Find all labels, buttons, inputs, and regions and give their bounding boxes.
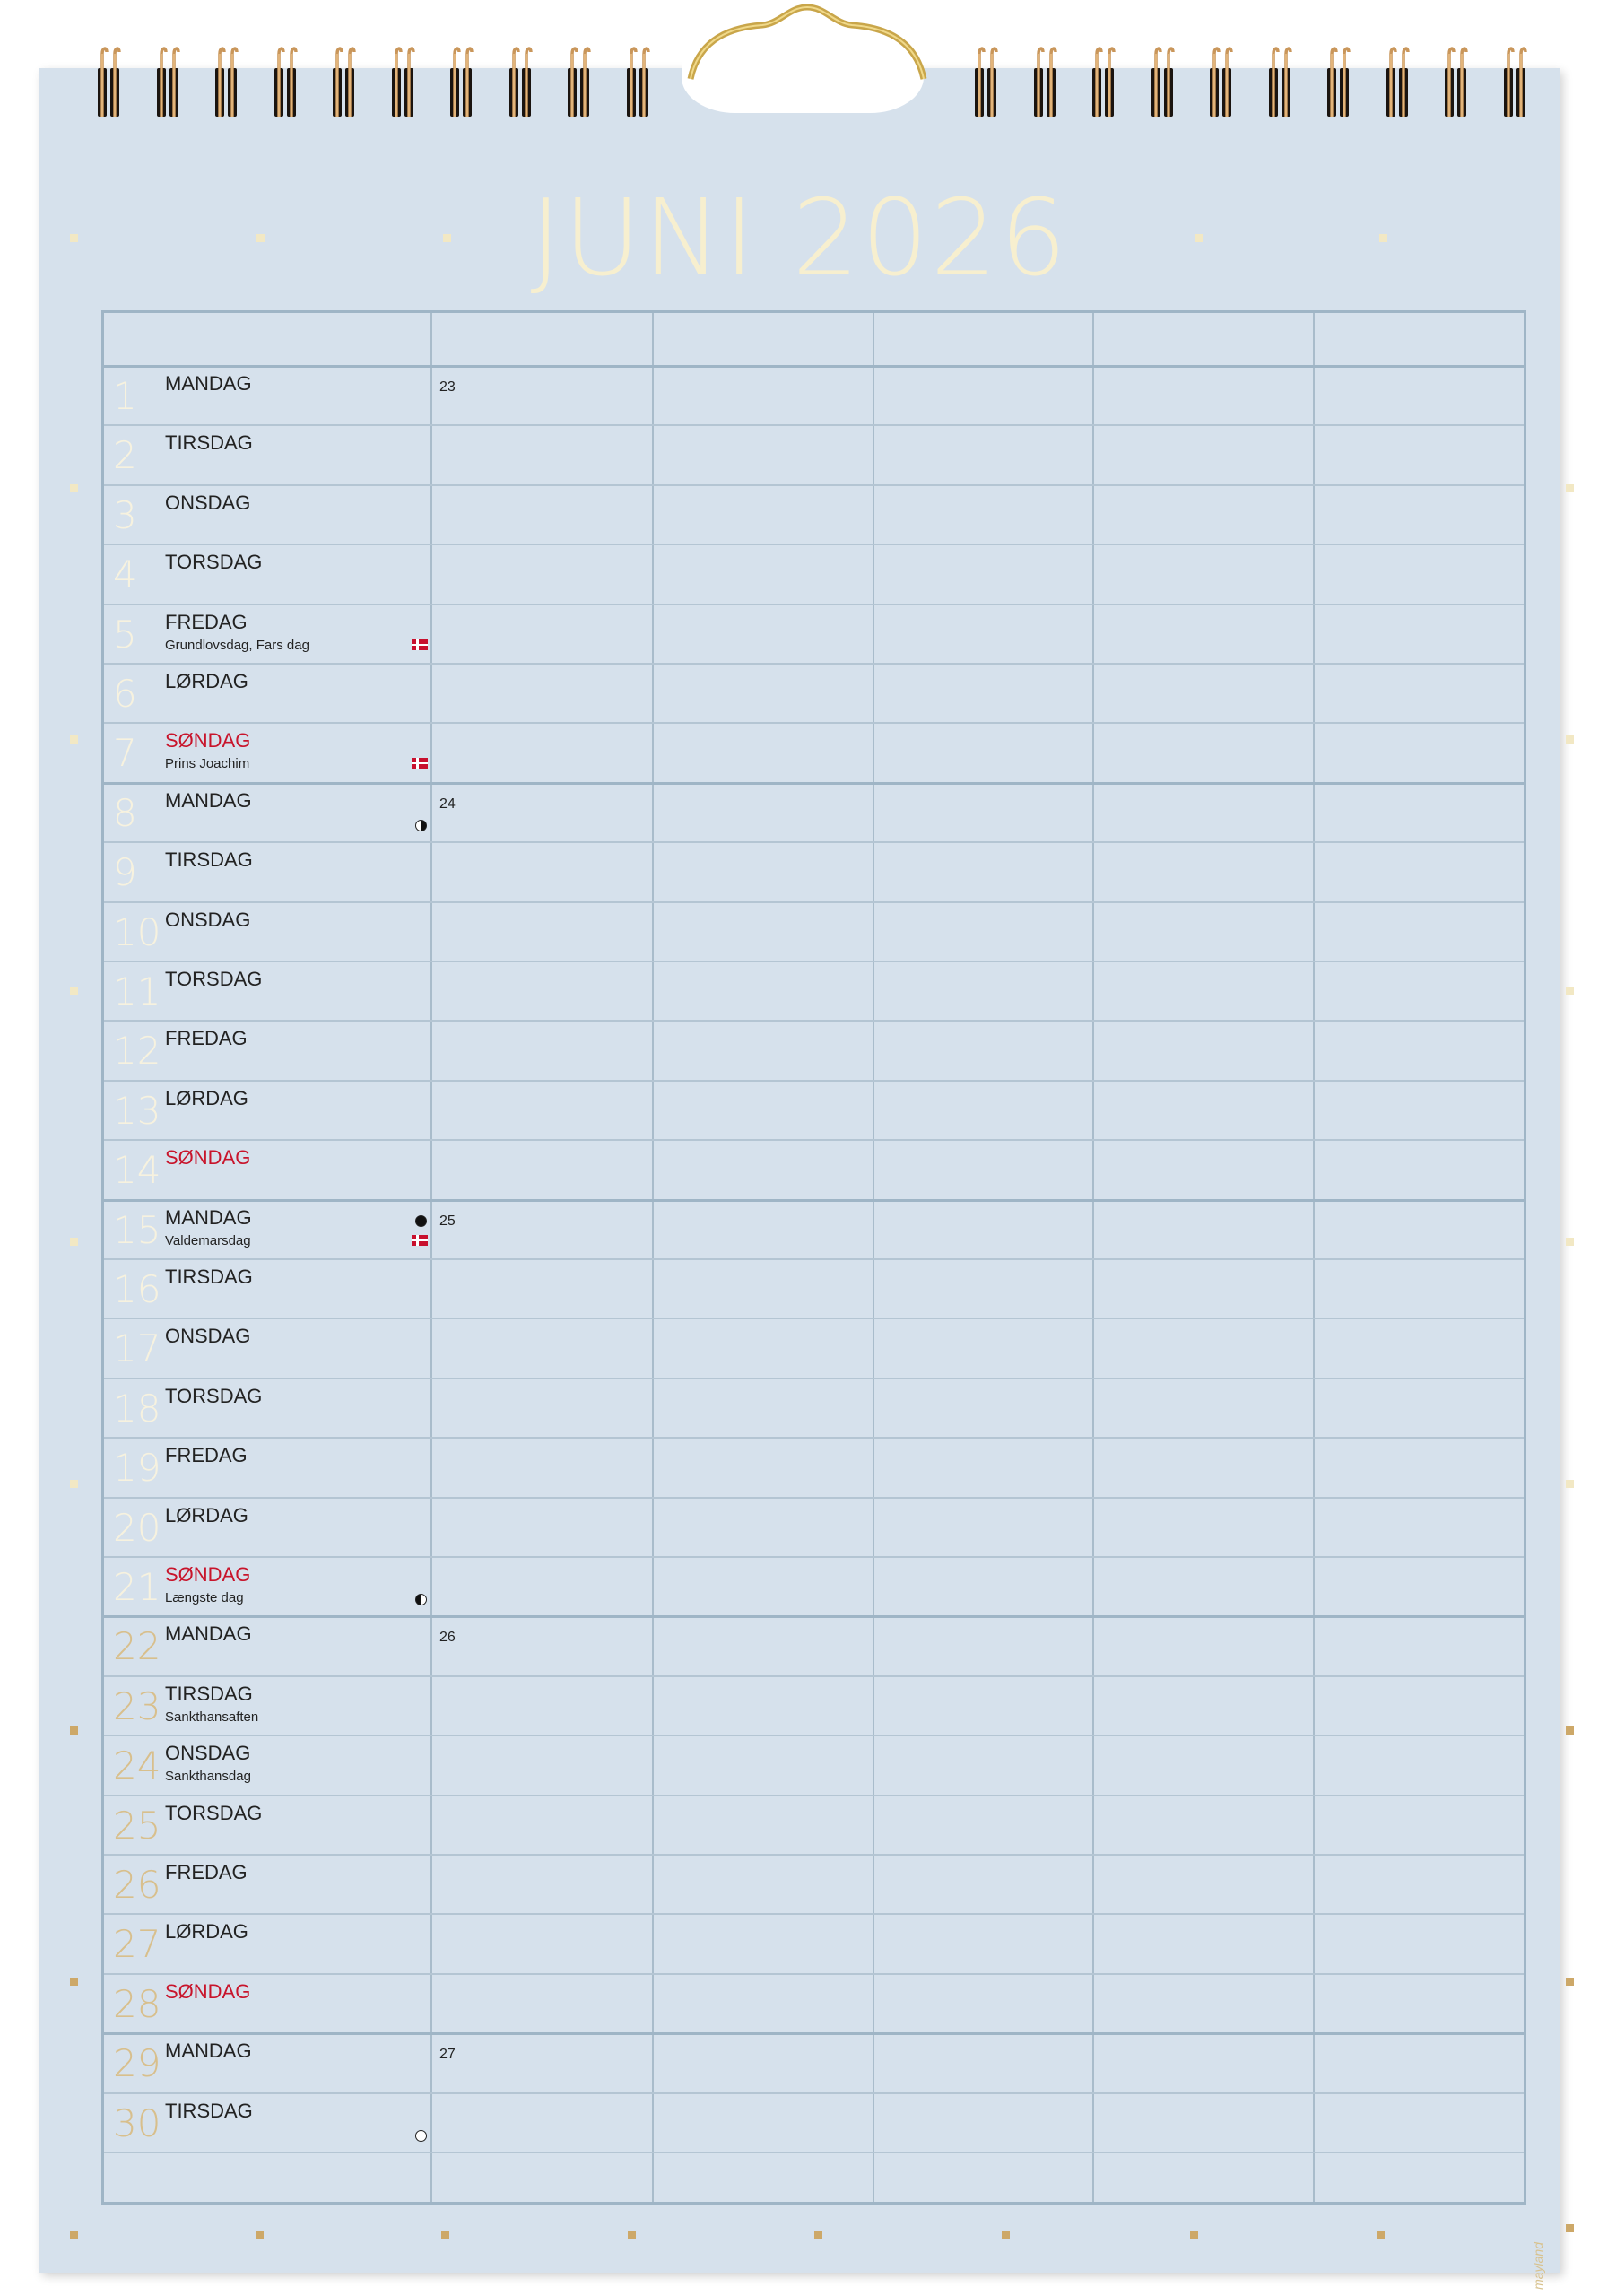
binding-ring-icon	[1338, 45, 1351, 118]
moon-phase-icon	[415, 1215, 427, 1227]
day-row[interactable]	[104, 1854, 1524, 1913]
day-row[interactable]	[104, 1139, 1524, 1198]
day-row[interactable]	[104, 961, 1524, 1020]
day-number: 3	[113, 492, 137, 537]
binding-ring-icon	[520, 45, 533, 118]
day-name: TORSDAG	[165, 968, 263, 990]
day-number: 14	[113, 1148, 161, 1193]
week-number: 23	[439, 379, 456, 395]
binding-ring-icon	[1103, 45, 1116, 118]
day-name: TORSDAG	[165, 551, 263, 574]
binding-ring-icon	[343, 45, 356, 118]
decorative-dot	[1566, 987, 1574, 995]
day-number: 26	[113, 1863, 161, 1907]
binding-ring-icon	[155, 45, 168, 118]
binding-ring-icon	[566, 45, 578, 118]
day-row[interactable]	[104, 722, 1524, 781]
binding-ring-icon	[508, 45, 520, 118]
day-number: 27	[113, 1922, 161, 1967]
day-row[interactable]	[104, 1080, 1524, 1139]
binding-ring-icon	[1325, 45, 1338, 118]
week-number: 26	[439, 1630, 456, 1646]
holiday-note: Sankthansaften	[165, 1709, 259, 1725]
day-number: 10	[113, 909, 161, 954]
day-number: 24	[113, 1744, 161, 1788]
day-row[interactable]	[104, 841, 1524, 900]
day-name: FREDAG	[165, 1861, 248, 1883]
decorative-dot	[1566, 2224, 1574, 2232]
binding-ring-icon	[1221, 45, 1233, 118]
binding-ring-icon	[578, 45, 591, 118]
day-name: ONSDAG	[165, 1742, 251, 1765]
day-number: 30	[113, 2100, 161, 2145]
day-number: 9	[113, 850, 137, 895]
brand-mark: mayland	[1531, 2242, 1545, 2290]
day-row[interactable]	[104, 544, 1524, 603]
week-number: 24	[439, 796, 456, 812]
binding-ring-icon	[168, 45, 180, 118]
day-row[interactable]	[104, 1020, 1524, 1079]
day-row[interactable]	[104, 1615, 1524, 1674]
day-row[interactable]	[104, 1556, 1524, 1615]
day-number: 5	[113, 612, 137, 657]
day-row[interactable]	[104, 2032, 1524, 2092]
page-title: JUNI 2026	[530, 176, 1069, 300]
day-name: MANDAG	[165, 1622, 252, 1646]
day-number: 4	[113, 552, 137, 597]
danish-flag-icon	[412, 1235, 428, 1246]
day-row[interactable]	[104, 782, 1524, 841]
holiday-note: Sankthansdag	[165, 1769, 251, 1785]
moon-phase-icon	[415, 1594, 427, 1605]
binding-ring-icon	[331, 45, 343, 118]
day-number: 8	[113, 790, 137, 835]
decorative-dot	[70, 1726, 78, 1735]
decorative-dot	[70, 1480, 78, 1488]
binding-ring-icon	[1045, 45, 1057, 118]
day-row[interactable]	[104, 1973, 1524, 2032]
holiday-note: Valdemarsdag	[165, 1232, 251, 1248]
binding-ring-icon	[1032, 45, 1045, 118]
decorative-dot	[628, 2231, 636, 2239]
day-number: 11	[113, 970, 161, 1013]
day-name: TIRSDAG	[165, 848, 253, 872]
day-row[interactable]	[104, 1497, 1524, 1556]
decorative-dot	[1566, 1238, 1574, 1246]
day-name: LØRDAG	[165, 670, 248, 692]
decorative-dot	[256, 2231, 264, 2239]
spiral-binding	[0, 45, 1599, 124]
day-number: 18	[113, 1386, 161, 1431]
decorative-dot	[1002, 2231, 1010, 2239]
day-name: TIRSDAG	[165, 2099, 253, 2122]
binding-ring-icon	[273, 45, 285, 118]
holiday-note: Grundlovsdag, Fars dag	[165, 637, 309, 653]
decorative-dot	[443, 234, 451, 242]
decorative-dot	[1566, 484, 1574, 492]
binding-ring-icon	[1502, 45, 1515, 118]
binding-ring-icon	[1456, 45, 1468, 118]
decorative-dot	[70, 1238, 78, 1246]
decorative-dot	[1566, 1726, 1574, 1735]
binding-ring-icon	[1397, 45, 1410, 118]
day-name: FREDAG	[165, 1444, 248, 1467]
day-number: 12	[113, 1029, 161, 1074]
day-row[interactable]	[104, 1675, 1524, 1735]
decorative-dot	[1190, 2231, 1198, 2239]
day-number: 15	[113, 1207, 161, 1252]
binding-ring-icon	[625, 45, 638, 118]
day-row[interactable]	[104, 424, 1524, 483]
binding-ring-icon	[109, 45, 121, 118]
binding-ring-icon	[1208, 45, 1221, 118]
day-name: SØNDAG	[165, 1979, 251, 2003]
decorative-dot	[1566, 1978, 1574, 1986]
day-name: ONSDAG	[165, 1325, 251, 1348]
day-name: SØNDAG	[165, 1146, 251, 1170]
day-number: 19	[113, 1446, 161, 1491]
day-name: TIRSDAG	[165, 1682, 253, 1705]
decorative-dot	[1379, 234, 1387, 242]
day-number: 16	[113, 1267, 161, 1311]
decorative-dot	[70, 2231, 78, 2239]
decorative-dot	[70, 484, 78, 492]
danish-flag-icon	[412, 758, 428, 769]
day-number: 28	[113, 1981, 161, 2026]
day-name: TORSDAG	[165, 1801, 263, 1824]
decorative-dot	[1566, 1480, 1574, 1488]
moon-phase-icon	[415, 2130, 427, 2142]
decorative-dot	[441, 2231, 449, 2239]
day-name: LØRDAG	[165, 1920, 248, 1944]
binding-ring-icon	[986, 45, 998, 118]
binding-ring-icon	[390, 45, 403, 118]
day-name: MANDAG	[165, 788, 252, 812]
binding-ring-icon	[448, 45, 461, 118]
week-number: 25	[439, 1213, 456, 1229]
day-number: 29	[113, 2041, 161, 2086]
decorative-dot	[70, 1978, 78, 1986]
day-number: 6	[113, 672, 137, 716]
decorative-dot	[256, 234, 265, 242]
week-number: 27	[439, 2047, 456, 2063]
binding-ring-icon	[638, 45, 650, 118]
binding-ring-icon	[226, 45, 239, 118]
day-name: LØRDAG	[165, 1086, 248, 1109]
decorative-dot	[1377, 2231, 1385, 2239]
day-name: MANDAG	[165, 2039, 252, 2063]
binding-ring-icon	[96, 45, 109, 118]
binding-ring-icon	[403, 45, 415, 118]
day-number: 13	[113, 1088, 161, 1133]
decorative-dot	[70, 735, 78, 744]
day-row[interactable]	[104, 1318, 1524, 1377]
day-number: 22	[113, 1624, 161, 1669]
day-row[interactable]	[104, 365, 1524, 424]
binding-ring-icon	[1267, 45, 1280, 118]
row-divider	[104, 2152, 1524, 2153]
binding-ring-icon	[973, 45, 986, 118]
binding-ring-icon	[285, 45, 298, 118]
holiday-note: Prins Joachim	[165, 756, 250, 772]
day-row[interactable]	[104, 1735, 1524, 1794]
day-row[interactable]	[104, 604, 1524, 663]
day-name: TORSDAG	[165, 1384, 263, 1407]
day-number: 17	[113, 1326, 161, 1371]
day-name: SØNDAG	[165, 1563, 251, 1586]
moon-phase-icon	[415, 820, 427, 831]
day-row[interactable]	[104, 901, 1524, 961]
day-number: 1	[113, 374, 137, 418]
day-row[interactable]	[104, 1913, 1524, 1972]
binding-ring-icon	[1385, 45, 1397, 118]
day-name: FREDAG	[165, 1027, 248, 1050]
day-number: 7	[113, 731, 137, 776]
decorative-dot	[1195, 234, 1203, 242]
binding-ring-icon	[1515, 45, 1527, 118]
day-row[interactable]	[104, 2092, 1524, 2152]
decorative-dot	[70, 987, 78, 995]
day-name: LØRDAG	[165, 1503, 248, 1526]
binding-ring-icon	[1280, 45, 1292, 118]
day-number: 23	[113, 1683, 161, 1728]
day-number: 21	[113, 1565, 161, 1609]
decorative-dot	[1566, 735, 1574, 744]
day-name: ONSDAG	[165, 491, 251, 514]
decorative-dot	[70, 234, 78, 242]
day-number: 2	[113, 433, 137, 478]
binding-ring-icon	[213, 45, 226, 118]
day-name: FREDAG	[165, 610, 248, 633]
day-row[interactable]	[104, 663, 1524, 722]
day-name: SØNDAG	[165, 729, 251, 752]
danish-flag-icon	[412, 639, 428, 650]
day-number: 20	[113, 1505, 161, 1550]
binding-ring-icon	[1162, 45, 1175, 118]
day-name: TIRSDAG	[165, 431, 253, 455]
day-row[interactable]	[104, 1258, 1524, 1318]
calendar-grid	[101, 310, 1526, 2205]
day-name: ONSDAG	[165, 908, 251, 931]
binding-ring-icon	[1091, 45, 1103, 118]
day-name: MANDAG	[165, 1205, 252, 1229]
binding-ring-icon	[461, 45, 474, 118]
decorative-dot	[814, 2231, 822, 2239]
binding-ring-icon	[1443, 45, 1456, 118]
day-row[interactable]	[104, 1378, 1524, 1437]
day-number: 25	[113, 1803, 161, 1848]
day-name: MANDAG	[165, 372, 252, 395]
holiday-note: Længste dag	[165, 1590, 244, 1605]
day-row[interactable]	[104, 1437, 1524, 1496]
binding-ring-icon	[1150, 45, 1162, 118]
day-row[interactable]	[104, 1199, 1524, 1258]
day-name: TIRSDAG	[165, 1265, 253, 1288]
day-row[interactable]	[104, 1795, 1524, 1854]
day-row[interactable]	[104, 484, 1524, 544]
